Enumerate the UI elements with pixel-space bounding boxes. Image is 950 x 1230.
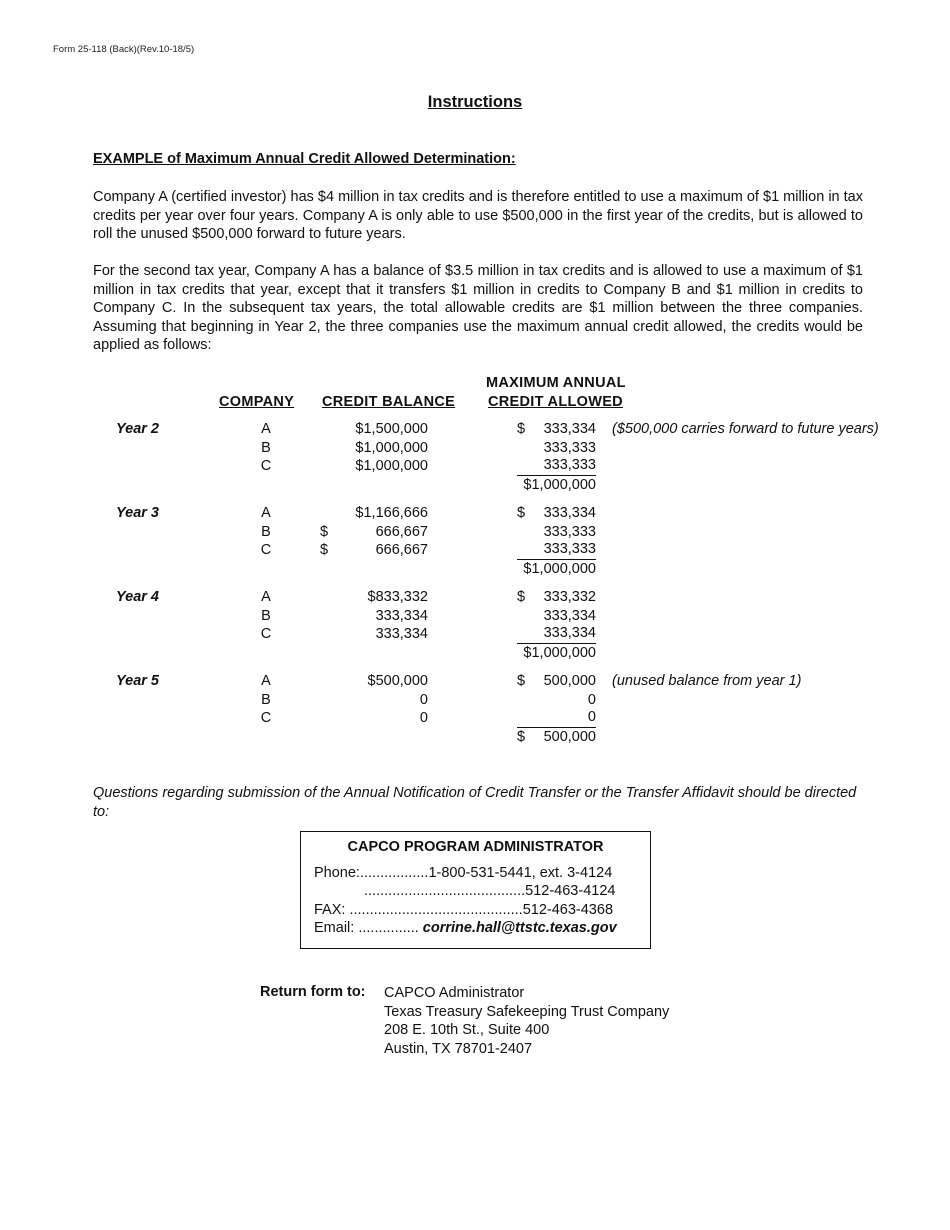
credit-balance-column (320, 420, 428, 476)
return-address (384, 984, 669, 1058)
allowed-total: $ 500,000 (517, 728, 596, 745)
allowed-cell: 333,333 (517, 457, 596, 476)
year-label: Year 2 (116, 421, 159, 437)
return-address-line: CAPCO Administrator (384, 985, 525, 1001)
balance-cell: 0 (419, 710, 428, 727)
balance-cell: $1,500,000 (355, 421, 428, 437)
year-note: ($500,000 carries forward to future years) (612, 421, 879, 437)
company-column (255, 504, 277, 560)
balance-cell: $ 666,667 (320, 523, 428, 540)
max-allowed-column (517, 504, 596, 578)
year-label: Year 5 (116, 673, 159, 689)
allowed-cell: $ 333,334 (517, 421, 596, 437)
email-address[interactable]: corrine.hall@ttstc.texas.gov (422, 920, 617, 936)
company-letter: B (261, 691, 271, 708)
return-address-line: 208 E. 10th St., Suite 400 (384, 1022, 550, 1039)
email-line: Email: ............... corrine.hall@ttstc.texas.gov (314, 920, 617, 936)
company-letter: A (261, 589, 271, 605)
company-letter: A (261, 505, 271, 521)
allowed-cell: 333,333 (543, 523, 596, 540)
balance-cell: $500,000 (367, 673, 428, 689)
column-header-max-line2: CREDIT ALLOWED (488, 394, 623, 410)
year-label: Year 4 (116, 589, 159, 605)
form-id: Form 25-118 (Back)(Rev.10-18/5) (53, 44, 195, 55)
year-label: Year 3 (116, 505, 159, 521)
allowed-cell: $ 333,332 (517, 589, 596, 605)
balance-cell: $1,000,000 (355, 458, 428, 475)
balance-cell: $1,000,000 (355, 439, 428, 456)
company-letter: A (261, 673, 271, 689)
year-note: (unused balance from year 1) (612, 673, 802, 689)
allowed-cell: 0 (587, 691, 596, 708)
allowed-total: $1,000,000 (523, 476, 596, 493)
page-title: Instructions (427, 93, 523, 111)
company-column (255, 588, 277, 644)
fax-number: 512-463-4368 (522, 902, 614, 918)
column-header-credit-balance: CREDIT BALANCE (322, 394, 456, 410)
return-address-line: Texas Treasury Safekeeping Trust Company (384, 1003, 670, 1020)
company-column (255, 672, 277, 728)
phone-number-1: 1-800-531-5441, ext. 3-4124 (428, 865, 613, 881)
allowed-cell: 333,334 (543, 607, 596, 624)
allowed-cell: $ 500,000 (517, 673, 596, 689)
company-letter: C (260, 626, 272, 643)
fax-line: FAX: ...........................................512-463-4368 (314, 902, 614, 918)
allowed-cell: 0 (517, 709, 596, 728)
column-header-company: COMPANY (219, 394, 295, 410)
balance-cell: $1,166,666 (355, 505, 428, 521)
phone-line: Phone:.................1-800-531-5441, ext. 3-4124 (314, 865, 613, 881)
credit-balance-column (320, 588, 428, 644)
questions-text: Questions regarding submission of the Annual Notification of Credit Transfer or the Transfer Affidavit should be directed to: (93, 785, 857, 820)
contact-box (300, 831, 651, 949)
max-allowed-column (517, 420, 596, 494)
max-allowed-column (517, 672, 596, 746)
allowed-cell: 333,333 (543, 439, 596, 456)
company-letter: C (260, 542, 272, 559)
credit-balance-column (320, 504, 428, 560)
max-allowed-column (517, 588, 596, 662)
credit-balance-column (320, 672, 428, 728)
company-letter: B (261, 607, 271, 624)
company-letter: B (261, 439, 271, 456)
balance-cell: 0 (419, 691, 428, 708)
return-label: Return form to: (260, 984, 366, 1000)
allowed-total: $1,000,000 (523, 560, 596, 577)
company-letter: C (260, 710, 272, 727)
allowed-cell: $ 333,334 (517, 505, 596, 521)
column-header-max-line1: MAXIMUM ANNUAL (486, 375, 626, 391)
allowed-cell: 333,334 (517, 625, 596, 644)
phone-line-2: ........................................512-463-4124 (364, 883, 616, 899)
return-address-line: Austin, TX 78701-2407 (384, 1040, 533, 1057)
allowed-total: $1,000,000 (523, 644, 596, 661)
company-letter: B (261, 523, 271, 540)
example-paragraph-2: For the second tax year, Company A has a balance of $3.5 million in tax credits and is allowed to use a maximum of $1 million in tax credits that year, except that it transfers $1 million in credits to Company B and $1 million in credits to Company C. In the subsequent tax years, the total allowable credits are $1 million between the three companies. Assuming that beginning in Year 2, the three companies use the maximum annual credit allowed, the credits would be applied as follows: (93, 263, 863, 354)
company-column (255, 420, 277, 476)
allowed-cell: 333,333 (517, 541, 596, 560)
example-heading: EXAMPLE of Maximum Annual Credit Allowed Determination: (93, 151, 516, 167)
balance-cell: $833,332 (367, 589, 428, 605)
balance-cell: 333,334 (375, 607, 428, 624)
balance-cell: 333,334 (375, 626, 428, 643)
balance-cell: $ 666,667 (320, 542, 428, 559)
company-letter: A (261, 421, 271, 437)
phone-number-2: 512-463-4124 (525, 883, 616, 899)
company-letter: C (260, 458, 272, 475)
example-paragraph-1: Company A (certified investor) has $4 million in tax credits and is therefore entitled to use a maximum of $1 million in tax credits per year over four years. Company A is only able to use $500,000 in the first year of the credits, but is allowed to roll the unused $500,000 forward to future years. (93, 189, 863, 243)
contact-box-title: CAPCO PROGRAM ADMINISTRATOR (347, 839, 604, 855)
